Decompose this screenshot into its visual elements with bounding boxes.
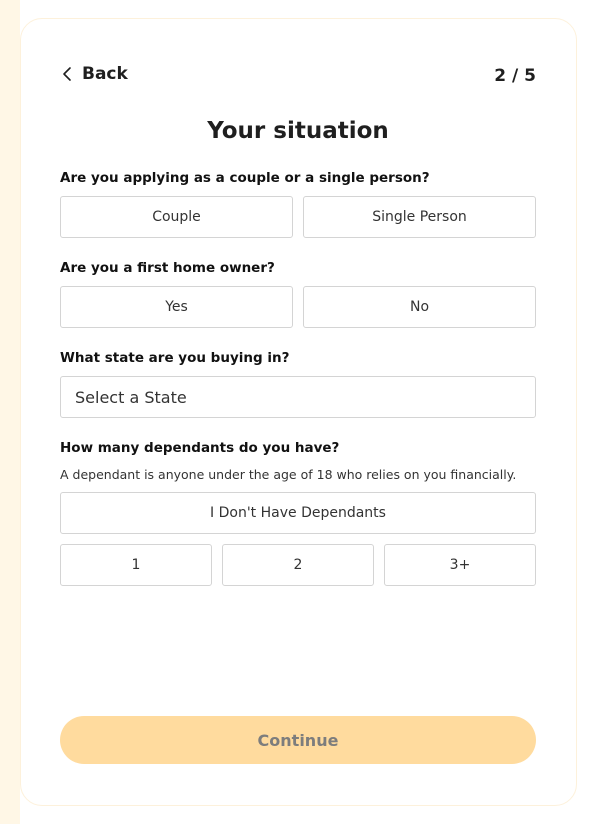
dependants-1-button[interactable]: 1 <box>60 544 212 586</box>
state-select[interactable]: Select a State <box>60 376 536 418</box>
single-person-option-button[interactable]: Single Person <box>303 196 536 238</box>
dependants-3plus-button[interactable]: 3+ <box>384 544 536 586</box>
applicant-type-question: Are you applying as a couple or a single person? <box>60 170 430 186</box>
step-counter: 2 / 5 <box>494 66 536 86</box>
state-question: What state are you buying in? <box>60 350 290 366</box>
no-dependants-button[interactable]: I Don't Have Dependants <box>60 492 536 534</box>
first-home-question: Are you a first home owner? <box>60 260 275 276</box>
dependants-question: How many dependants do you have? <box>60 440 340 456</box>
side-panel-strip <box>0 0 20 824</box>
couple-option-button[interactable]: Couple <box>60 196 293 238</box>
first-home-no-button[interactable]: No <box>303 286 536 328</box>
top-nav <box>60 64 536 90</box>
continue-button[interactable]: Continue <box>60 716 536 764</box>
chevron-left-icon <box>60 64 74 84</box>
dependants-2-button[interactable]: 2 <box>222 544 374 586</box>
dependants-helper-text: A dependant is anyone under the age of 18 who relies on you financially. <box>60 467 517 482</box>
back-button[interactable] <box>60 64 128 84</box>
first-home-yes-button[interactable]: Yes <box>60 286 293 328</box>
back-label: Back <box>82 64 128 84</box>
page-title: Your situation <box>207 118 389 144</box>
